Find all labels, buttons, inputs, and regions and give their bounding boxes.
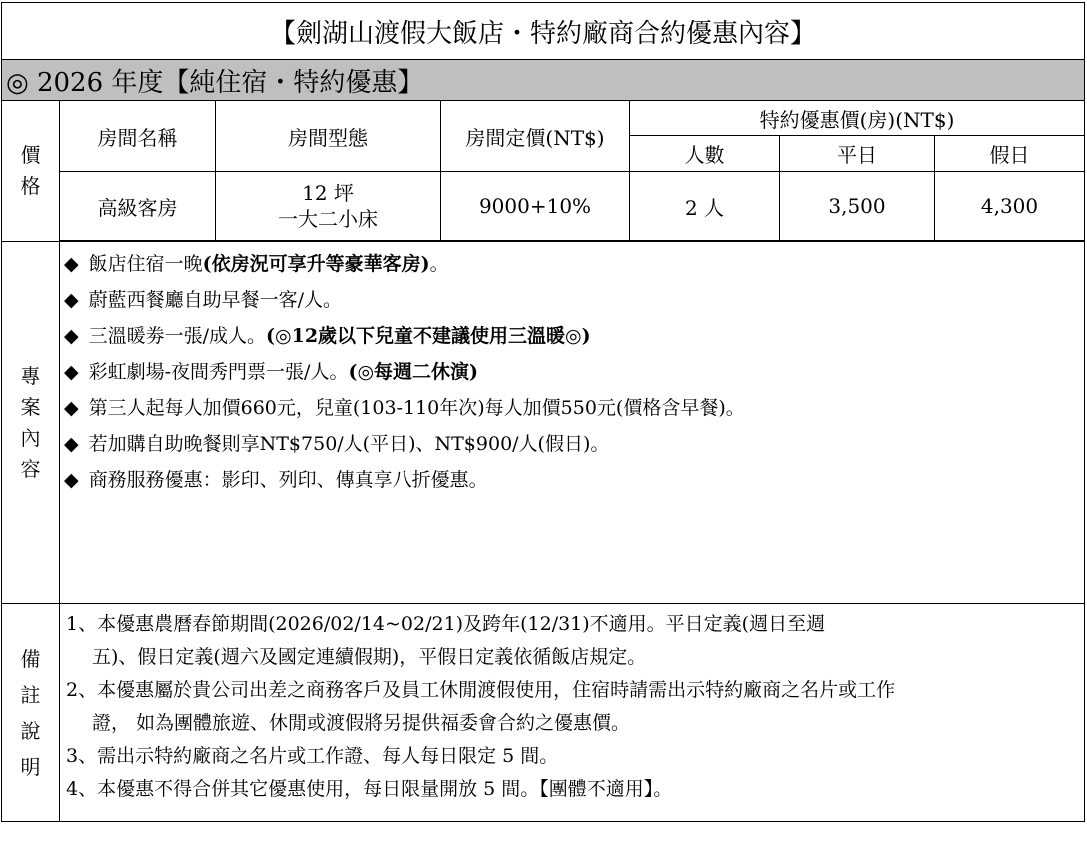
header-weekday: 平日	[780, 136, 935, 172]
room-type-beds: 一大二小床	[278, 207, 378, 231]
note-line: 4、本優惠不得合併其它優惠使用，每日限量開放 5 間。【團體不適用】。	[66, 778, 673, 800]
header-special-price: 特約優惠價(房)(NT$)	[630, 101, 1085, 136]
people-count: 2 人	[630, 172, 780, 241]
list-item	[64, 462, 1084, 498]
list-item	[64, 246, 1084, 282]
side-char: 專	[20, 363, 41, 388]
diamond-icon: ◆	[64, 469, 79, 491]
section-title: ◎ 2026 年度【純住宿・特約優惠】	[2, 60, 1085, 101]
item-text: 若加購自助晚餐則享NT$750/人(平日)、NT$900/人(假日)。	[88, 433, 610, 455]
diamond-icon: ◆	[64, 289, 79, 311]
notes-side-label	[2, 604, 60, 822]
side-char: 格	[20, 174, 41, 198]
item-text: 三溫暖劵一張/成人。	[88, 325, 267, 347]
list-item	[64, 426, 1084, 462]
list-item	[64, 390, 1084, 426]
side-char: 明	[20, 754, 41, 779]
header-list-price: 房間定價(NT$)	[441, 101, 630, 172]
diamond-icon: ◆	[64, 433, 79, 455]
header-people: 人數	[630, 136, 780, 172]
list-item	[64, 318, 1084, 354]
notes-content	[60, 604, 1085, 822]
diamond-icon: ◆	[64, 253, 79, 275]
side-char: 內	[20, 425, 41, 450]
note-line: 證， 如為團體旅遊、休閒或渡假將另提供福委會合約之優惠價。	[92, 712, 631, 734]
item-text: 飯店住宿一晚	[88, 253, 203, 275]
header-room-name: 房間名稱	[60, 101, 216, 172]
diamond-icon: ◆	[64, 325, 79, 347]
room-type-size: 12 坪	[302, 181, 354, 205]
header-holiday: 假日	[935, 136, 1085, 172]
holiday-price: 4,300	[935, 172, 1085, 241]
diamond-icon: ◆	[64, 397, 79, 419]
side-char: 備	[20, 646, 41, 671]
weekday-price: 3,500	[780, 172, 935, 241]
item-text: 蔚藍西餐廳自助早餐一客/人。	[88, 289, 343, 311]
side-char: 說	[20, 718, 41, 743]
list-item	[64, 282, 1084, 318]
item-tail: 。	[429, 253, 449, 275]
item-bold-text: (依房況可享升等豪華客房)	[202, 253, 430, 275]
side-char: 價	[20, 143, 41, 167]
item-text: 彩虹劇場-夜間秀門票一張/人。	[88, 361, 349, 383]
note-line: 2、本優惠屬於貴公司出差之商務客戶及員工休閒渡假使用，住宿時請需出示特約廠商之名片或工作	[66, 679, 896, 701]
note-line: 1、本優惠農曆春節期間(2026/02/14~02/21)及跨年(12/31)不適用。平日定義(週日至週	[66, 613, 826, 635]
item-bold-text: (◎12歲以下兒童不建議使用三溫暖◎)	[266, 325, 591, 347]
item-text: 第三人起每人加價660元，兒童(103-110年次)每人加價550元(價格含早餐)。	[88, 397, 745, 419]
diamond-icon: ◆	[64, 361, 79, 383]
room-name: 高級客房	[60, 172, 216, 241]
note-line: 3、需出示特約廠商之名片或工作證、每人每日限定 5 間。	[66, 745, 559, 767]
side-char: 註	[20, 682, 41, 707]
project-content	[60, 242, 1085, 604]
room-type	[216, 172, 441, 241]
contract-document	[1, 2, 1086, 857]
item-bold-text: (◎每週二休演)	[348, 361, 479, 383]
document-title: 【劍湖山渡假大飯店・特約廠商合約優惠內容】	[2, 3, 1085, 60]
list-item	[64, 354, 1084, 390]
item-text: 商務服務優惠：影印、列印、傳真享八折優惠。	[88, 469, 488, 491]
project-side-label	[2, 242, 60, 604]
price-side-label	[2, 101, 60, 242]
list-price: 9000+10%	[441, 172, 630, 241]
side-char: 容	[20, 456, 41, 481]
offer-table	[1, 2, 1085, 822]
header-room-type: 房間型態	[216, 101, 441, 172]
side-char: 案	[20, 394, 41, 419]
note-line: 五)、假日定義(週六及國定連續假期)，平假日定義依循飯店規定。	[92, 646, 647, 668]
